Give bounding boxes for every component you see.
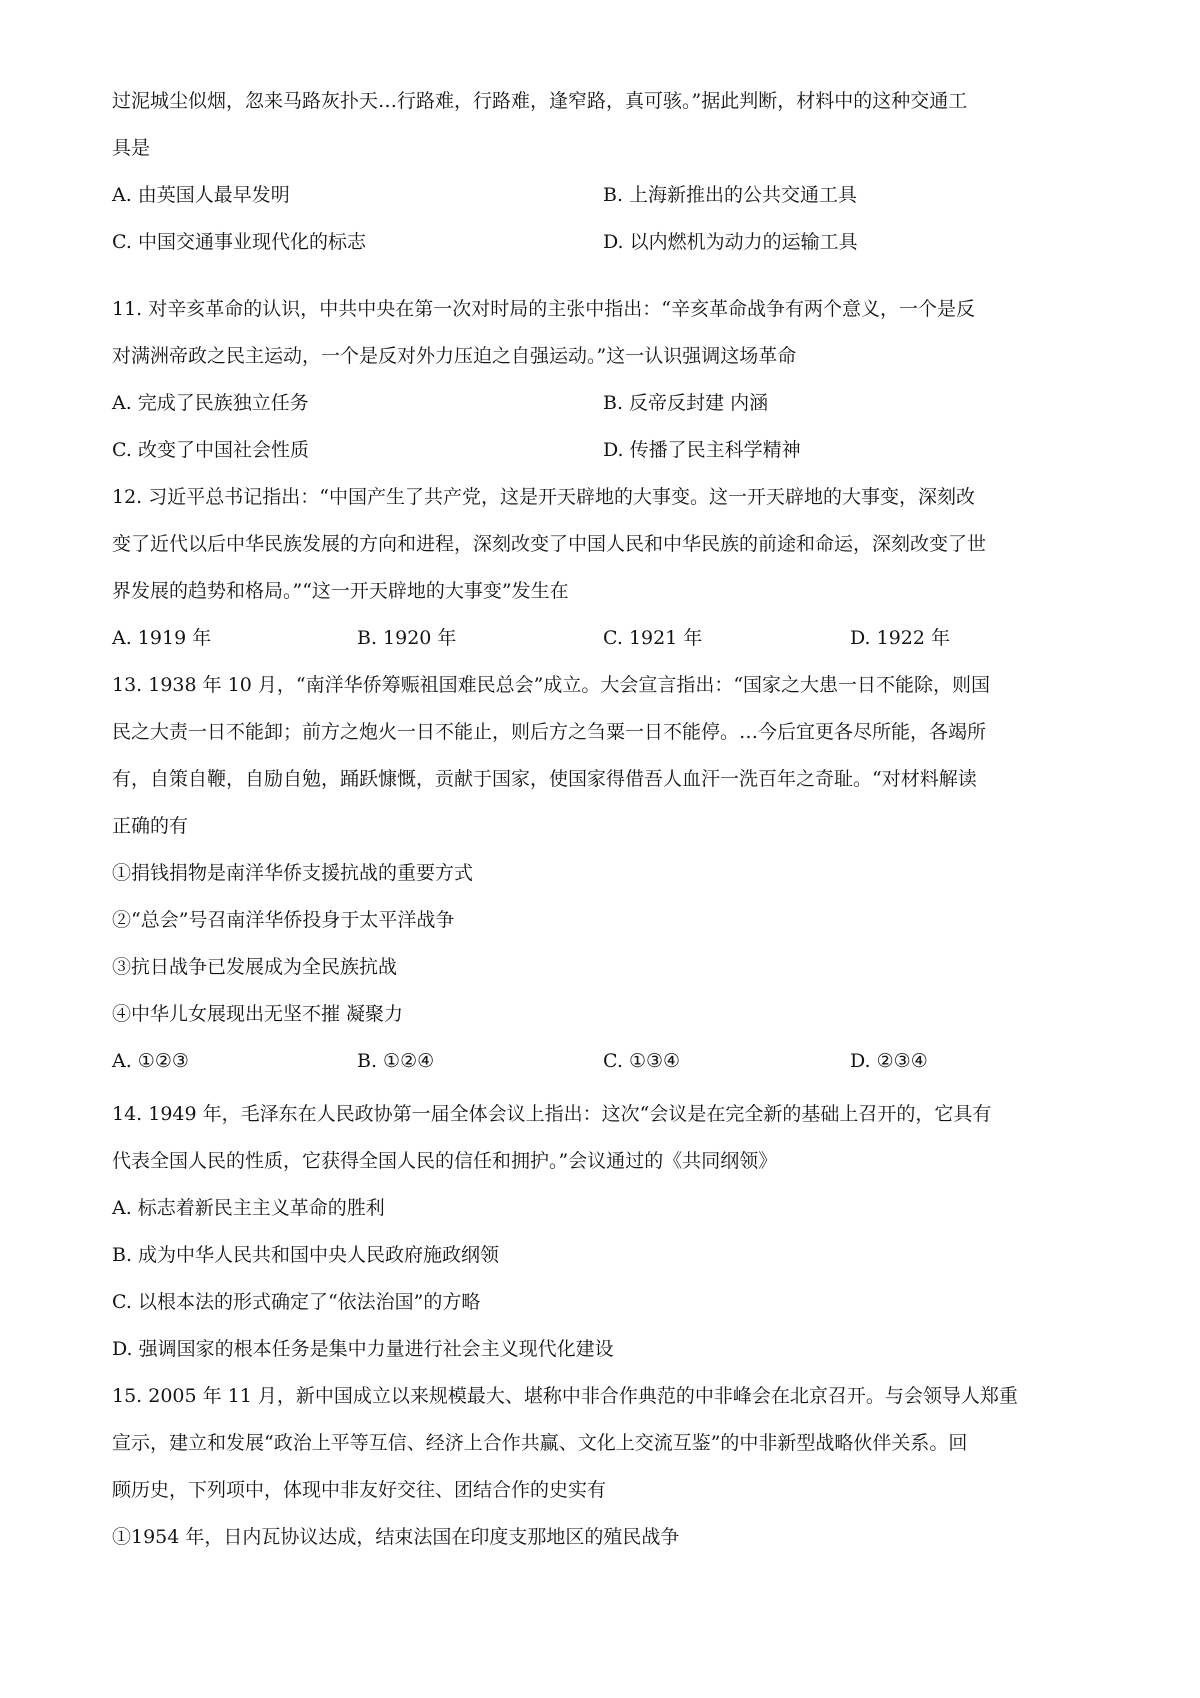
q13-option-d[interactable]: D. ②③④ — [850, 1050, 928, 1072]
q15-stem-line-1: 15. 2005 年 11 月，新中国成立以来规模最大、堪称中非合作典范的中非峰会在北京召开。与会领导人郑重 — [112, 1385, 1018, 1407]
q14-option-a[interactable]: A. 标志着新民主主义革命的胜利 — [112, 1197, 385, 1219]
q10-stem-line-2: 具是 — [112, 137, 151, 159]
q11-stem-line-1: 11. 对辛亥革命的认识，中共中央在第一次对时局的主张中指出：“辛亥革命战争有两个意义，一个是反 — [112, 298, 975, 320]
q10-option-a[interactable]: A. 由英国人最早发明 — [112, 184, 290, 206]
q12-stem-line-1: 12. 习近平总书记指出：“中国产生了共产党，这是开天辟地的大事变。这一开天辟地的大事变，深刻改 — [112, 486, 975, 508]
q13-item-2: ②“总会”号召南洋华侨投身于太平洋战争 — [112, 909, 455, 931]
q12-option-c[interactable]: C. 1921 年 — [603, 627, 703, 649]
q11-option-a[interactable]: A. 完成了民族独立任务 — [112, 392, 309, 414]
q12-stem-line-3: 界发展的趋势和格局。”“这一开天辟地的大事变”发生在 — [112, 580, 569, 602]
q13-item-1: ①捐钱捐物是南洋华侨支援抗战的重要方式 — [112, 862, 474, 884]
q15-item-1: ①1954 年，日内瓦协议达成，结束法国在印度支那地区的殖民战争 — [112, 1526, 680, 1548]
q11-stem-line-2: 对满洲帝政之民主运动，一个是反对外力压迫之自强运动。”这一认识强调这场革命 — [112, 345, 797, 367]
q10-option-d[interactable]: D. 以内燃机为动力的运输工具 — [603, 231, 858, 253]
q12-option-a[interactable]: A. 1919 年 — [112, 627, 212, 649]
q11-option-b[interactable]: B. 反帝反封建 内涵 — [603, 392, 769, 414]
q13-option-b[interactable]: B. ①②④ — [357, 1050, 435, 1072]
q13-stem-line-4: 正确的有 — [112, 815, 189, 837]
q12-option-d[interactable]: D. 1922 年 — [850, 627, 951, 649]
q13-stem-line-3: 有，自策自鞭，自励自勉，踊跃慷慨，贡献于国家，使国家得借吾人血汗一洗百年之奇耻。“对材料解读 — [112, 768, 977, 790]
q15-stem-line-3: 顾历史，下列项中，体现中非友好交往、团结合作的史实有 — [112, 1479, 607, 1501]
q10-option-b[interactable]: B. 上海新推出的公共交通工具 — [603, 184, 858, 206]
q14-option-c[interactable]: C. 以根本法的形式确定了“依法治国”的方略 — [112, 1291, 481, 1313]
q14-option-d[interactable]: D. 强调国家的根本任务是集中力量进行社会主义现代化建设 — [112, 1338, 614, 1360]
q13-stem-line-2: 民之大责一日不能卸；前方之炮火一日不能止，则后方之刍粟一日不能停。…今后宜更各尽所能，各竭所 — [112, 721, 987, 743]
q13-item-4: ④中华儿女展现出无坚不摧 凝聚力 — [112, 1003, 404, 1025]
q11-option-d[interactable]: D. 传播了民主科学精神 — [603, 439, 801, 461]
q13-stem-line-1: 13. 1938 年 10 月，“南洋华侨筹赈祖国难民总会”成立。大会宣言指出：“国家之大患一日不能除，则国 — [112, 674, 991, 696]
q15-stem-line-2: 宣示，建立和发展“政治上平等互信、经济上合作共赢、文化上交流互鉴”的中非新型战略伙伴关系。回 — [112, 1432, 968, 1454]
q12-stem-line-2: 变了近代以后中华民族发展的方向和进程，深刻改变了中国人民和中华民族的前途和命运，深刻改变了世 — [112, 533, 987, 555]
q14-option-b[interactable]: B. 成为中华人民共和国中央人民政府施政纲领 — [112, 1244, 500, 1266]
q13-option-a[interactable]: A. ①②③ — [112, 1050, 189, 1072]
q12-option-b[interactable]: B. 1920 年 — [357, 627, 457, 649]
q14-stem-line-1: 14. 1949 年，毛泽东在人民政协第一届全体会议上指出：这次“会议是在完全新的基础上召开的，它具有 — [112, 1103, 992, 1125]
q13-item-3: ③抗日战争已发展成为全民族抗战 — [112, 956, 398, 978]
q14-stem-line-2: 代表全国人民的性质，它获得全国人民的信任和拥护。”会议通过的《共同纲领》 — [112, 1150, 778, 1172]
q11-option-c[interactable]: C. 改变了中国社会性质 — [112, 439, 309, 461]
q10-stem-line-1: 过泥城尘似烟，忽来马路灰扑天…行路难，行路难，逢窄路，真可骇。”据此判断，材料中的这种交通工 — [112, 90, 968, 112]
q13-option-c[interactable]: C. ①③④ — [603, 1050, 681, 1072]
q10-option-c[interactable]: C. 中国交通事业现代化的标志 — [112, 231, 366, 253]
